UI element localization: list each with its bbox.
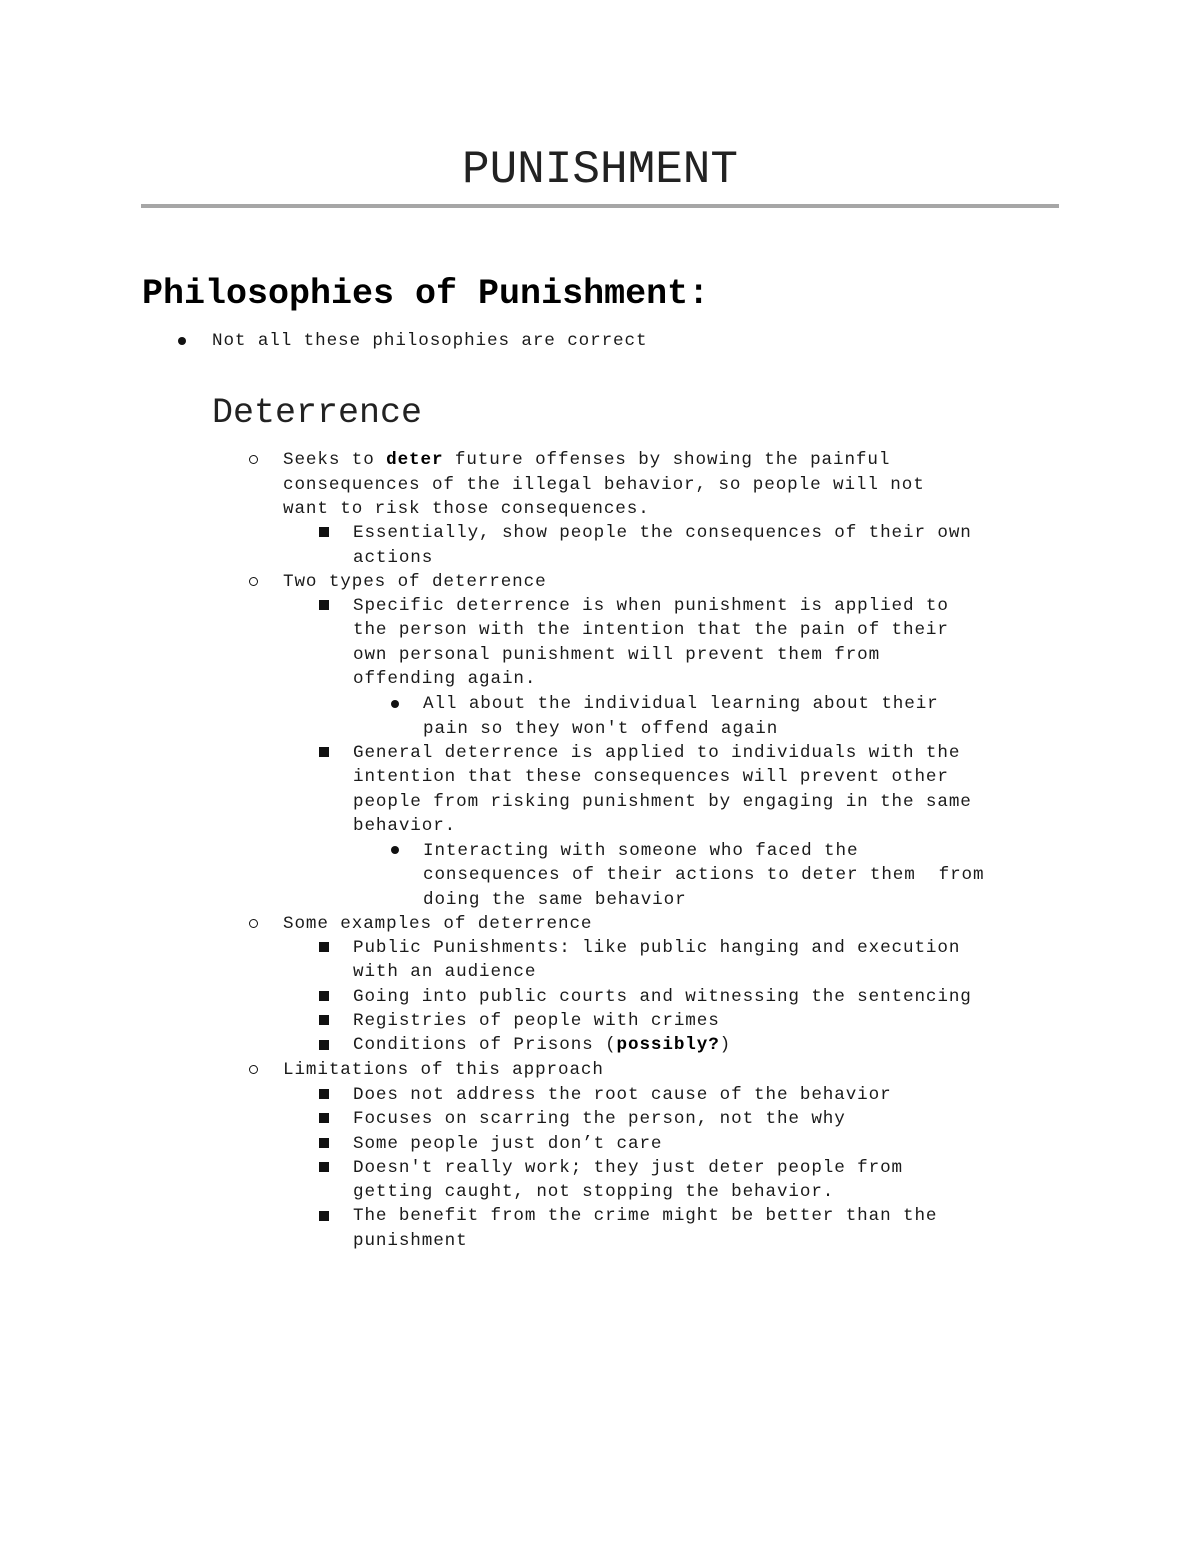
subsection-heading-deterrence: Deterrence [212,393,423,433]
list-item-examples: Some examples of deterrence [283,914,593,934]
sub-sub-item-interacting: Interacting with someone who faced the [423,841,859,861]
list-item-seeks-to-deter: Seeks to deter future offenses by showing the painful [283,450,891,470]
sub-item-line: with an audience [353,962,537,982]
square-bullet-icon [319,1162,329,1172]
square-bullet-icon [319,991,329,1001]
square-bullet-icon [319,747,329,757]
circle-bullet-icon [249,1065,258,1074]
sub-sub-item-line: doing the same behavior [423,890,687,910]
square-bullet-icon [319,600,329,610]
document-title: PUNISHMENT [461,144,739,196]
list-item-line: want to risk those consequences. [283,499,650,519]
square-bullet-icon [319,1089,329,1099]
sub-item-doesnt-work: Doesn't really work; they just deter people from [353,1158,903,1178]
sub-item-conditions-of-prisons: Conditions of Prisons (possibly?) [353,1035,732,1055]
sub-item-public-punishments: Public Punishments: like public hanging and execution [353,938,961,958]
disc-bullet-icon [178,337,186,345]
disc-bullet-icon [391,700,399,708]
sub-item-line: the person with the intention that the pain of their [353,620,949,640]
sub-item-line: getting caught, not stopping the behavior. [353,1182,835,1202]
sub-sub-item-individual: All about the individual learning about their [423,694,939,714]
disc-bullet-icon [391,846,399,854]
sub-item-public-courts: Going into public courts and witnessing the sentencing [353,987,972,1007]
list-item-limitations: Limitations of this approach [283,1060,604,1080]
list-item-line: consequences of the illegal behavior, so people will not [283,475,925,495]
sub-item-general-deterrence: General deterrence is applied to individuals with the [353,743,961,763]
sub-item-line: intention that these consequences will prevent other [353,767,949,787]
square-bullet-icon [319,1015,329,1025]
sub-item-specific-deterrence: Specific deterrence is when punishment is applied to [353,596,949,616]
square-bullet-icon [319,1138,329,1148]
intro-bullet-text: Not all these philosophies are correct [212,331,648,351]
square-bullet-icon [319,942,329,952]
sub-sub-item-line: consequences of their actions to deter them from [423,865,985,885]
sub-item-line: punishment [353,1231,468,1251]
sub-item-registries: Registries of people with crimes [353,1011,720,1031]
sub-item-dont-care: Some people just don’t care [353,1134,663,1154]
circle-bullet-icon [249,455,258,464]
sub-item-line: behavior. [353,816,457,836]
square-bullet-icon [319,1113,329,1123]
sub-item-line: offending again. [353,669,537,689]
square-bullet-icon [319,1040,329,1050]
circle-bullet-icon [249,919,258,928]
sub-item-line: people from risking punishment by engaging in the same [353,792,972,812]
title-divider [141,204,1059,208]
circle-bullet-icon [249,577,258,586]
sub-item-scarring: Focuses on scarring the person, not the why [353,1109,846,1129]
square-bullet-icon [319,1211,329,1221]
sub-item-essentially: Essentially, show people the consequences of their own [353,523,972,543]
list-item-two-types: Two types of deterrence [283,572,547,592]
sub-item-line: own personal punishment will prevent them from [353,645,881,665]
square-bullet-icon [319,527,329,537]
section-heading-philosophies: Philosophies of Punishment: [142,274,710,314]
sub-item-line: actions [353,548,434,568]
sub-item-benefit: The benefit from the crime might be better than the [353,1206,938,1226]
sub-item-root-cause: Does not address the root cause of the behavior [353,1085,892,1105]
sub-sub-item-line: pain so they won't offend again [423,719,779,739]
